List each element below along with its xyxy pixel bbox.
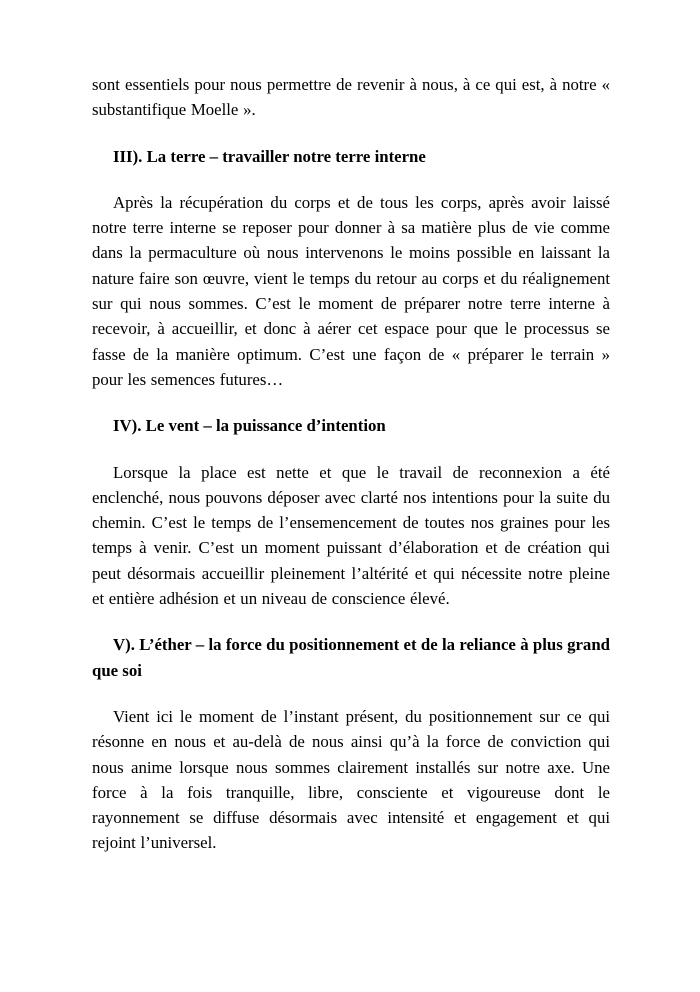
paragraph-terre: Après la récupération du corps et de tous les corps, après avoir laissé notre terre interne se reposer pour donner à sa matière plus de vie comme dans la permaculture où nous intervenons le moins possible en laissant la nature faire son œuvre, vient le temps du retour au corps et du réalignement sur qui nous sommes. C’est le moment de préparer notre terre interne à recevoir, à accueillir, et donc à aérer cet espace pour que le processus se fasse de la manière optimum. C’est une façon de « préparer le terrain » pour les semences futures…	[92, 192, 610, 389]
paragraph-ether: Vient ici le moment de l’instant présent, du positionnement sur ce qui résonne en nous et au-delà de nous ainsi qu’à la force de conviction qui nous anime lorsque nous sommes clairement installés sur notre axe. Une force à la fois tranquille, libre, consciente et vigoureuse dont le rayonnement se diffuse désormais avec intensité et engagement et qui rejoint l’universel.	[92, 706, 610, 853]
section-heading-vent: IV). Le vent – la puissance d’intention	[113, 416, 386, 436]
paragraph-vent: Lorsque la place est nette et que le travail de reconnexion a été enclenché, nous pouvons déposer avec clarté nos intentions pour la suite du chemin. C’est le temps de l’ensemencement de toutes nos graines pour les temps à venir. C’est un moment puissant d’élaboration et de création qui peut désormais accueillir pleinement l’altérité et qui nécessite notre pleine et entière adhésion et un niveau de conscience élevé.	[92, 462, 610, 609]
section-heading-terre: III). La terre – travailler notre terre interne	[113, 146, 426, 166]
section-heading-ether: V). L’éther – la force du positionnement et de la reliance à plus grand que soi	[92, 635, 610, 680]
paragraph-continuation: sont essentiels pour nous permettre de revenir à nous, à ce qui est, à notre « substantifique Moelle ».	[92, 75, 610, 120]
